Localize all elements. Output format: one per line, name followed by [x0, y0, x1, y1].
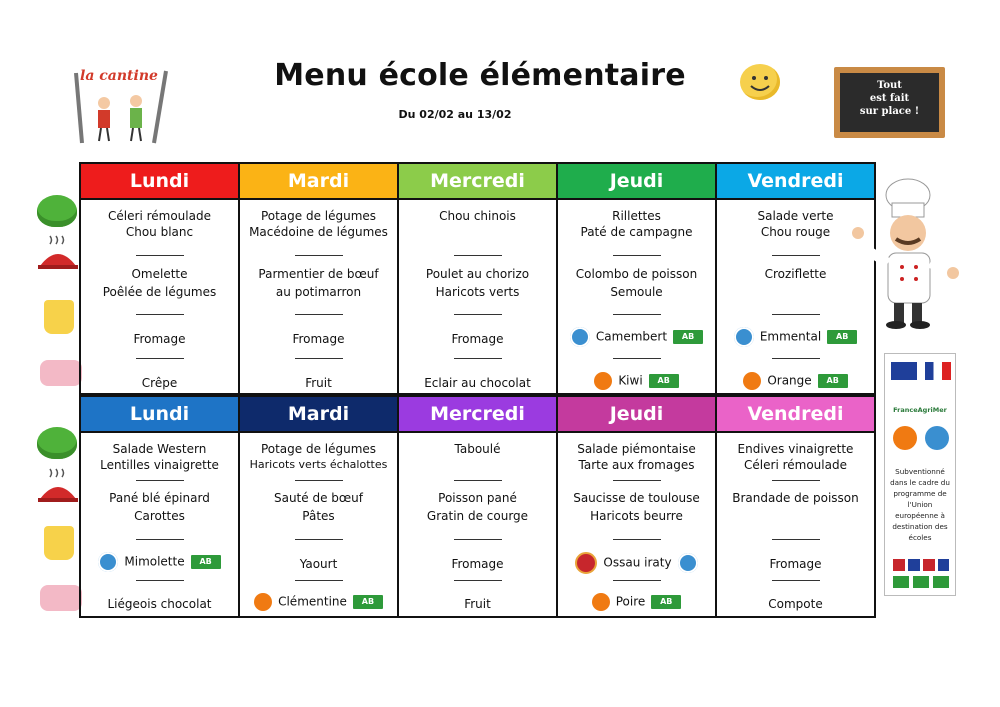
date-range: Du 02/02 au 13/02: [398, 108, 512, 121]
day-cell: [399, 433, 558, 616]
plat-2: Gratin de courge: [426, 509, 529, 523]
day-header: Mercredi: [399, 164, 558, 198]
plat-1: Colombo de poisson: [575, 267, 698, 281]
ab-bio-icon: AB: [651, 595, 681, 609]
aop-icon: [575, 552, 597, 574]
divider: [613, 314, 661, 315]
plat-1: Omelette: [131, 267, 188, 281]
day-header: Mardi: [240, 397, 399, 431]
divider: [454, 480, 502, 481]
ab-bio-icon: AB: [827, 330, 857, 344]
fromage-row: [558, 552, 715, 574]
plat-1: Saucisse de toulouse: [573, 491, 700, 505]
ab-bio-icon: AB: [818, 374, 848, 388]
day-cell: [558, 200, 717, 395]
day-header: Mardi: [240, 164, 399, 198]
divider: [295, 255, 343, 256]
board-line: Tout: [877, 80, 902, 91]
divider: [136, 314, 184, 315]
divider: [772, 539, 820, 540]
divider: [772, 314, 820, 315]
fruit-school-icon: [254, 593, 272, 611]
ab-bio-icon: AB: [191, 555, 221, 569]
divider: [295, 539, 343, 540]
cheese-icon: [44, 300, 74, 334]
chalkboard-icon: [834, 67, 945, 138]
entree-2: Chou rouge: [760, 225, 831, 239]
ab-bio-icon: AB: [649, 374, 679, 388]
divider: [136, 480, 184, 481]
cake-icon: [40, 360, 82, 386]
dessert-row: [558, 593, 715, 611]
plat-1: Parmentier de bœuf: [258, 267, 379, 281]
day-header: Vendredi: [717, 164, 874, 198]
divider: [772, 358, 820, 359]
fromage-row: [81, 552, 238, 572]
entree-1: Chou chinois: [439, 209, 516, 223]
smiley-icon: [740, 64, 780, 100]
divider: [295, 358, 343, 359]
cheese-icon: [44, 526, 74, 560]
day-header: Jeudi: [558, 164, 717, 198]
board-line: sur place !: [859, 106, 920, 117]
divider: [295, 480, 343, 481]
fromage: Ossau iraty: [603, 555, 672, 570]
fromage-row: [558, 327, 715, 347]
cantine-logo-text: la cantine: [80, 68, 158, 84]
entree-1: Salade piémontaise: [577, 442, 696, 456]
entree-2: Paté de campagne: [580, 225, 693, 239]
day-cell: [399, 200, 558, 395]
plat-2: Poêlée de légumes: [102, 285, 217, 299]
dessert: Fruit: [464, 597, 491, 611]
divider: [295, 314, 343, 315]
divider: [454, 580, 502, 581]
eco-label-icon: [98, 552, 118, 572]
plat-2: au potimarron: [275, 285, 362, 299]
dessert: Kiwi: [618, 373, 643, 388]
dessert: Clémentine: [278, 594, 347, 609]
plat-1: Sauté de bœuf: [273, 491, 363, 505]
fruit-school-icon: [743, 372, 761, 390]
entree-2: Lentilles vinaigrette: [100, 458, 219, 472]
fromage: Yaourt: [299, 557, 338, 571]
day-cell: [240, 433, 399, 616]
dessert: Poire: [615, 594, 646, 609]
dessert-row: [240, 593, 397, 611]
eu-subsidy-panel: [884, 353, 956, 596]
subsidy-text: Subventionné dans le cadre du programme de l'Union européenne à destination des écoles: [890, 467, 950, 542]
ab-bio-icon: AB: [353, 595, 383, 609]
entree-1: Salade verte: [757, 209, 834, 223]
entree-2: Macédoine de légumes: [249, 225, 388, 239]
day-cell: [558, 433, 717, 616]
divider: [454, 358, 502, 359]
day-cell: [81, 433, 240, 616]
dessert: Orange: [767, 373, 812, 388]
chef-icon: [850, 175, 965, 335]
divider: [613, 539, 661, 540]
entree-1: Rillettes: [612, 209, 661, 223]
plat-2: Haricots beurre: [590, 509, 683, 523]
entree-2: Haricots verts échalottes: [249, 458, 388, 471]
dessert: Liégeois chocolat: [107, 597, 212, 611]
day-cell: [717, 433, 874, 616]
divider: [613, 255, 661, 256]
day-cell: [81, 200, 240, 395]
entree-1: Taboulé: [454, 442, 501, 456]
fromage: Emmental: [759, 329, 822, 344]
entree-1: Céleri rémoulade: [108, 209, 211, 223]
lettuce-icon: [37, 195, 77, 227]
franceagrimer-logo: FranceAgriMer: [893, 406, 947, 414]
plat-1: Poulet au chorizo: [425, 267, 530, 281]
dessert: Eclair au chocolat: [424, 376, 531, 390]
day-header: Vendredi: [717, 397, 874, 431]
dessert: Crêpe: [141, 376, 178, 390]
entree-2: Tarte aux fromages: [578, 458, 695, 472]
divider: [454, 314, 502, 315]
hot-dish-icon: [36, 481, 80, 503]
plat-1: Croziflette: [764, 267, 827, 281]
fromage: Camembert: [595, 329, 668, 344]
entree-1: Potage de légumes: [260, 209, 377, 223]
fruit-school-icon: [592, 593, 610, 611]
page-title: Menu école élémentaire: [274, 58, 686, 93]
lettuce-icon: [37, 427, 77, 459]
dessert: Compote: [768, 597, 823, 611]
divider: [772, 255, 820, 256]
divider: [136, 539, 184, 540]
eco-label-icon: [734, 327, 754, 347]
cake-icon: [40, 585, 82, 611]
divider: [613, 358, 661, 359]
divider: [136, 358, 184, 359]
entree-2: Céleri rémoulade: [744, 458, 847, 472]
day-header: Lundi: [81, 164, 240, 198]
fromage: Fromage: [451, 557, 504, 571]
hot-dish-icon: [36, 248, 80, 270]
divider: [613, 580, 661, 581]
day-header: Lundi: [81, 397, 240, 431]
divider: [772, 480, 820, 481]
ab-bio-icon: [893, 576, 949, 588]
plat-1: Poisson pané: [438, 491, 517, 505]
eu-flag-icon: [891, 362, 917, 380]
day-cell: [240, 200, 399, 395]
dessert-row: [717, 372, 874, 390]
day-header: Mercredi: [399, 397, 558, 431]
entree-1: Salade Western: [112, 442, 207, 456]
fruit-school-icon: [594, 372, 612, 390]
dessert-row: [558, 372, 715, 390]
entree-1: Potage de légumes: [260, 442, 377, 456]
eco-label-icon: [678, 553, 698, 573]
dessert: Fruit: [305, 376, 332, 390]
divider: [454, 539, 502, 540]
eco-label-icon: [925, 426, 949, 450]
plat-2: Carottes: [134, 509, 185, 523]
day-header: Jeudi: [558, 397, 717, 431]
fruit-school-icon: [893, 426, 917, 450]
divider: [454, 255, 502, 256]
plat-1: Brandade de poisson: [732, 491, 859, 505]
quality-labels-icon: [893, 559, 949, 571]
plat-2: Haricots verts: [435, 285, 520, 299]
divider: [772, 580, 820, 581]
entree-2: Chou blanc: [125, 225, 194, 239]
fromage: Mimolette: [124, 554, 185, 569]
fromage: Fromage: [769, 557, 822, 571]
plat-2: Pâtes: [302, 509, 335, 523]
week-1-table: [79, 162, 876, 395]
french-republic-icon: [925, 362, 951, 380]
divider: [136, 255, 184, 256]
eco-label-icon: [570, 327, 590, 347]
entree-1: Endives vinaigrette: [737, 442, 854, 456]
fromage: Fromage: [451, 332, 504, 346]
fromage: Fromage: [292, 332, 345, 346]
board-line: est fait: [869, 93, 910, 104]
fromage: Fromage: [133, 332, 186, 346]
plat-2: Semoule: [610, 285, 663, 299]
divider: [136, 580, 184, 581]
week-2-table: [79, 395, 876, 618]
divider: [613, 480, 661, 481]
ab-bio-icon: AB: [673, 330, 703, 344]
divider: [295, 580, 343, 581]
plat-1: Pané blé épinard: [109, 491, 210, 505]
